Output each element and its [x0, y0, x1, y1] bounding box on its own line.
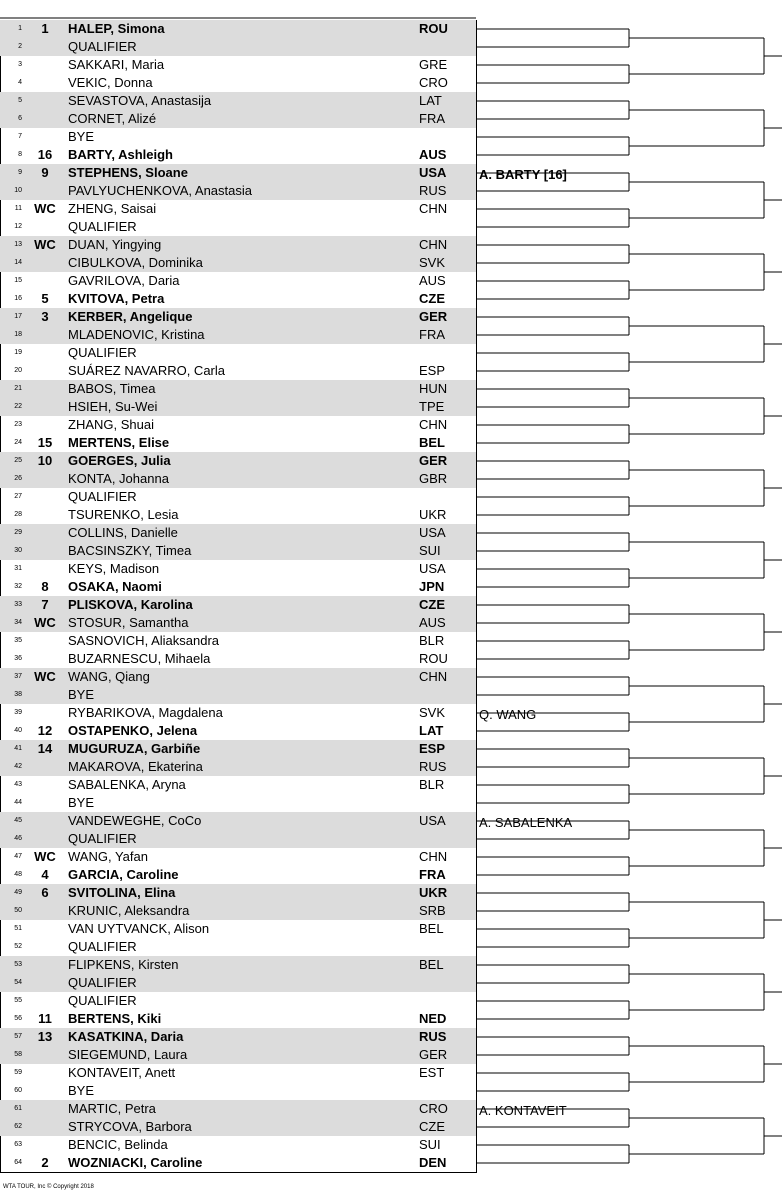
line-number: 8 [18, 151, 22, 158]
line-number: 32 [14, 583, 22, 590]
player-country: CRO [419, 1101, 448, 1116]
seed-label: 9 [41, 165, 49, 180]
player-name: KERBER, Angelique [68, 309, 193, 324]
draw-row [0, 20, 476, 38]
player-country: TPE [419, 399, 445, 414]
player-name: OSAKA, Naomi [68, 579, 162, 594]
line-number: 39 [14, 709, 22, 716]
player-country: HUN [419, 381, 448, 396]
player-country: ROU [419, 21, 448, 36]
player-name: MLADENOVIC, Kristina [68, 327, 205, 342]
draw-row [0, 632, 476, 650]
line-number: 49 [14, 889, 22, 896]
line-number: 35 [14, 637, 22, 644]
seed-label: 5 [41, 291, 49, 306]
player-country: SUI [419, 543, 441, 558]
draw-row [0, 164, 476, 182]
draw-row [0, 200, 476, 218]
player-country: CHN [419, 849, 448, 864]
line-number: 41 [14, 745, 22, 752]
draw-row [0, 326, 476, 344]
player-name: STOSUR, Samantha [68, 615, 189, 630]
player-name: BYE [68, 795, 95, 810]
player-name: QUALIFIER [68, 939, 137, 954]
line-number: 23 [14, 421, 22, 428]
line-number: 57 [14, 1033, 22, 1040]
player-name: VANDEWEGHE, CoCo [68, 813, 202, 828]
line-number: 26 [14, 475, 22, 482]
player-country: USA [419, 561, 446, 576]
player-country: ROU [419, 651, 448, 666]
player-name: STEPHENS, Sloane [68, 165, 188, 180]
draw-row [0, 920, 476, 938]
seed-label: 13 [37, 1029, 53, 1044]
player-name: COLLINS, Danielle [68, 525, 178, 540]
line-number: 60 [14, 1087, 22, 1094]
line-number: 44 [14, 799, 22, 806]
line-number: 18 [14, 331, 22, 338]
player-country: GBR [419, 471, 448, 486]
seed-label: 1 [41, 21, 49, 36]
player-name: HALEP, Simona [68, 21, 165, 36]
line-number: 36 [14, 655, 22, 662]
player-country: GER [419, 1047, 448, 1062]
line-number: 7 [18, 133, 22, 140]
draw-row [0, 92, 476, 110]
player-name: QUALIFIER [68, 39, 137, 54]
player-country: BLR [419, 633, 445, 648]
line-number: 13 [14, 241, 22, 248]
player-country: ESP [419, 741, 446, 756]
seed-label: 10 [37, 453, 53, 468]
draw-row [0, 812, 476, 830]
player-name: KASATKINA, Daria [68, 1029, 184, 1044]
line-number: 34 [14, 619, 22, 626]
draw-row [0, 146, 476, 164]
player-name: OSTAPENKO, Jelena [68, 723, 198, 738]
player-country: FRA [419, 867, 446, 882]
line-number: 48 [14, 871, 22, 878]
draw-row [0, 938, 476, 956]
draw-row [0, 1082, 476, 1100]
player-country: AUS [419, 615, 446, 630]
player-name: SUÁREZ NAVARRO, Carla [68, 363, 225, 378]
draw-row [0, 488, 476, 506]
player-name: SEVASTOVA, Anastasija [68, 93, 212, 108]
player-country: USA [419, 165, 447, 180]
player-name: QUALIFIER [68, 345, 137, 360]
draw-row [0, 956, 476, 974]
advancing-player: A. KONTAVEIT [479, 1103, 567, 1118]
line-number: 17 [14, 313, 22, 320]
seed-label: WC [34, 849, 56, 864]
line-number: 33 [14, 601, 22, 608]
player-name: GARCIA, Caroline [68, 867, 179, 882]
player-country: BEL [419, 435, 445, 450]
line-number: 12 [14, 223, 22, 230]
draw-row [0, 1046, 476, 1064]
draw-row [0, 578, 476, 596]
draw-row [0, 1118, 476, 1136]
player-country: CHN [419, 201, 448, 216]
seed-label: 3 [41, 309, 49, 324]
line-number: 27 [14, 493, 22, 500]
player-name: QUALIFIER [68, 975, 137, 990]
line-number: 62 [14, 1123, 22, 1130]
draw-row [0, 272, 476, 290]
draw-row [0, 74, 476, 92]
line-number: 43 [14, 781, 22, 788]
player-country: CHN [419, 237, 448, 252]
draw-row [0, 182, 476, 200]
player-name: HSIEH, Su-Wei [68, 399, 158, 414]
line-number: 28 [14, 511, 22, 518]
player-name: CIBULKOVA, Dominika [68, 255, 203, 270]
draw-row [0, 110, 476, 128]
line-number: 64 [14, 1159, 22, 1166]
draw-row [0, 974, 476, 992]
player-name: BERTENS, Kiki [68, 1011, 162, 1026]
player-name: BYE [68, 687, 95, 702]
draw-row [0, 56, 476, 74]
player-country: UKR [419, 507, 447, 522]
player-country: CHN [419, 417, 448, 432]
draw-row [0, 776, 476, 794]
draw-row [0, 560, 476, 578]
line-number: 54 [14, 979, 22, 986]
line-number: 16 [14, 295, 22, 302]
player-name: WANG, Yafan [68, 849, 148, 864]
draw-row [0, 398, 476, 416]
draw-row [0, 740, 476, 758]
line-number: 47 [14, 853, 22, 860]
player-country: SUI [419, 1137, 441, 1152]
line-number: 46 [14, 835, 22, 842]
line-number: 4 [18, 79, 22, 86]
player-name: TSURENKO, Lesia [68, 507, 179, 522]
seed-label: 6 [41, 885, 49, 900]
player-name: BABOS, Timea [68, 381, 156, 396]
draw-row [0, 434, 476, 452]
player-name: WOZNIACKI, Caroline [68, 1155, 203, 1170]
line-number: 55 [14, 997, 22, 1004]
player-name: STRYCOVA, Barbora [68, 1119, 192, 1134]
line-number: 14 [14, 259, 22, 266]
player-country: BEL [419, 957, 444, 972]
draw-row [0, 1064, 476, 1082]
player-name: KONTAVEIT, Anett [68, 1065, 176, 1080]
player-name: SASNOVICH, Aliaksandra [68, 633, 220, 648]
player-country: LAT [419, 723, 444, 738]
seed-label: 8 [41, 579, 49, 594]
player-name: MARTIC, Petra [68, 1101, 156, 1116]
draw-row [0, 614, 476, 632]
player-country: GER [419, 453, 448, 468]
player-country: USA [419, 525, 446, 540]
advancing-player: A. SABALENKA [479, 815, 573, 830]
player-country: JPN [419, 579, 445, 594]
line-number: 31 [14, 565, 22, 572]
line-number: 6 [18, 115, 22, 122]
player-country: AUS [419, 147, 447, 162]
draw-row [0, 1100, 476, 1118]
player-country: ESP [419, 363, 446, 378]
seed-label: 14 [37, 741, 53, 756]
line-number: 51 [14, 925, 22, 932]
player-name: MAKAROVA, Ekaterina [68, 759, 203, 774]
player-name: SAKKARI, Maria [68, 57, 165, 72]
line-number: 11 [14, 205, 22, 212]
line-number: 9 [18, 169, 22, 176]
seed-label: 4 [41, 867, 49, 882]
player-country: CZE [419, 291, 445, 306]
draw-row [0, 38, 476, 56]
player-name: KONTA, Johanna [68, 471, 169, 486]
player-country: CZE [419, 597, 445, 612]
line-number: 63 [14, 1141, 22, 1148]
player-country: LAT [419, 93, 442, 108]
draw-row [0, 380, 476, 398]
draw-row [0, 650, 476, 668]
player-name: KRUNIC, Aleksandra [68, 903, 190, 918]
player-name: KVITOVA, Petra [68, 291, 165, 306]
player-name: DUAN, Yingying [68, 237, 162, 252]
draw-row [0, 1136, 476, 1154]
player-name: ZHANG, Shuai [68, 417, 154, 432]
draw-row [0, 344, 476, 362]
player-country: BLR [419, 777, 445, 792]
draw-row [0, 758, 476, 776]
advancing-player: A. BARTY [16] [479, 167, 567, 182]
player-name: BARTY, Ashleigh [68, 147, 173, 162]
line-number: 29 [14, 529, 22, 536]
player-name: GOERGES, Julia [68, 453, 171, 468]
line-number: 42 [14, 763, 22, 770]
draw-row [0, 128, 476, 146]
line-number: 45 [14, 817, 22, 824]
player-country: SVK [419, 255, 446, 270]
line-number: 2 [18, 43, 22, 50]
player-name: BACSINSZKY, Timea [68, 543, 192, 558]
draw-row [0, 470, 476, 488]
draw-row [0, 254, 476, 272]
line-number: 38 [14, 691, 22, 698]
line-number: 1 [18, 25, 22, 32]
seed-label: WC [34, 669, 56, 684]
player-name: MERTENS, Elise [68, 435, 170, 450]
draw-row [0, 1154, 476, 1172]
player-country: AUS [419, 273, 446, 288]
player-name: BUZARNESCU, Mihaela [68, 651, 211, 666]
player-country: SRB [419, 903, 446, 918]
line-number: 61 [14, 1105, 22, 1112]
player-name: SABALENKA, Aryna [68, 777, 186, 792]
player-name: QUALIFIER [68, 831, 137, 846]
player-country: GRE [419, 57, 448, 72]
line-number: 10 [14, 187, 22, 194]
seed-label: WC [34, 201, 56, 216]
player-country: NED [419, 1011, 447, 1026]
draw-row [0, 866, 476, 884]
advancing-player: Q. WANG [479, 707, 537, 722]
draw-row [0, 1010, 476, 1028]
draw-row [0, 794, 476, 812]
line-number: 53 [14, 961, 22, 968]
line-number: 3 [18, 61, 22, 68]
player-country: CRO [419, 75, 448, 90]
player-country: BEL [419, 921, 444, 936]
line-number: 5 [18, 97, 22, 104]
player-name: VEKIC, Donna [68, 75, 153, 90]
draw-row [0, 218, 476, 236]
draw-row [0, 884, 476, 902]
player-country: EST [419, 1065, 445, 1080]
line-number: 30 [14, 547, 22, 554]
draw-row [0, 506, 476, 524]
draw-row [0, 596, 476, 614]
player-country: RUS [419, 1029, 447, 1044]
draw-row [0, 542, 476, 560]
player-name: MUGURUZA, Garbiñe [68, 741, 201, 756]
seed-label: WC [34, 237, 56, 252]
player-country: GER [419, 309, 448, 324]
player-name: QUALIFIER [68, 219, 137, 234]
draw-row [0, 362, 476, 380]
line-number: 40 [14, 727, 22, 734]
player-name: VAN UYTVANCK, Alison [68, 921, 210, 936]
line-number: 59 [14, 1069, 22, 1076]
player-country: SVK [419, 705, 446, 720]
seed-label: 11 [38, 1011, 52, 1026]
line-number: 56 [14, 1015, 22, 1022]
player-name: BYE [68, 1083, 95, 1098]
seed-label: 2 [41, 1155, 49, 1170]
player-name: KEYS, Madison [68, 561, 160, 576]
player-name: FLIPKENS, Kirsten [68, 957, 179, 972]
line-number: 24 [14, 439, 22, 446]
player-country: USA [419, 813, 446, 828]
draw-row [0, 668, 476, 686]
draw-row [0, 848, 476, 866]
seed-label: 16 [37, 147, 53, 162]
player-name: GAVRILOVA, Daria [68, 273, 180, 288]
player-name: RYBARIKOVA, Magdalena [68, 705, 223, 720]
draw-row [0, 992, 476, 1010]
line-number: 21 [14, 385, 22, 392]
player-country: CHN [419, 669, 448, 684]
draw-row [0, 416, 476, 434]
seed-label: 7 [41, 597, 49, 612]
player-name: SVITOLINA, Elina [68, 885, 176, 900]
draw-row [0, 902, 476, 920]
player-name: BYE [68, 129, 95, 144]
seed-label: 12 [37, 723, 53, 738]
line-number: 52 [14, 943, 22, 950]
player-country: FRA [419, 111, 445, 126]
player-name: QUALIFIER [68, 489, 137, 504]
player-name: SIEGEMUND, Laura [68, 1047, 188, 1062]
line-number: 20 [14, 367, 22, 374]
draw-row [0, 686, 476, 704]
draw-row [0, 308, 476, 326]
copyright-footer: WTA TOUR, Inc © Copyright 2018 [3, 1184, 94, 1190]
draw-row [0, 236, 476, 254]
draw-row [0, 452, 476, 470]
line-number: 50 [14, 907, 22, 914]
player-country: DEN [419, 1155, 447, 1170]
player-country: UKR [419, 885, 448, 900]
line-number: 15 [14, 277, 22, 284]
draw-row [0, 722, 476, 740]
player-name: CORNET, Alizé [68, 111, 157, 126]
draw-row [0, 704, 476, 722]
seed-label: 15 [37, 435, 53, 450]
draw-row [0, 1028, 476, 1046]
line-number: 19 [14, 349, 22, 356]
seed-label: WC [34, 615, 56, 630]
player-name: ZHENG, Saisai [68, 201, 157, 216]
line-number: 25 [14, 457, 22, 464]
player-country: FRA [419, 327, 445, 342]
player-country: RUS [419, 183, 447, 198]
player-name: BENCIC, Belinda [68, 1137, 168, 1152]
player-name: PLISKOVA, Karolina [68, 597, 193, 612]
line-number: 37 [14, 673, 22, 680]
player-country: RUS [419, 759, 447, 774]
draw-row [0, 524, 476, 542]
player-name: WANG, Qiang [68, 669, 150, 684]
line-number: 22 [14, 403, 22, 410]
player-name: PAVLYUCHENKOVA, Anastasia [68, 183, 252, 198]
draw-row [0, 290, 476, 308]
line-number: 58 [14, 1051, 22, 1058]
player-name: QUALIFIER [68, 993, 137, 1008]
draw-row [0, 830, 476, 848]
player-country: CZE [419, 1119, 445, 1134]
